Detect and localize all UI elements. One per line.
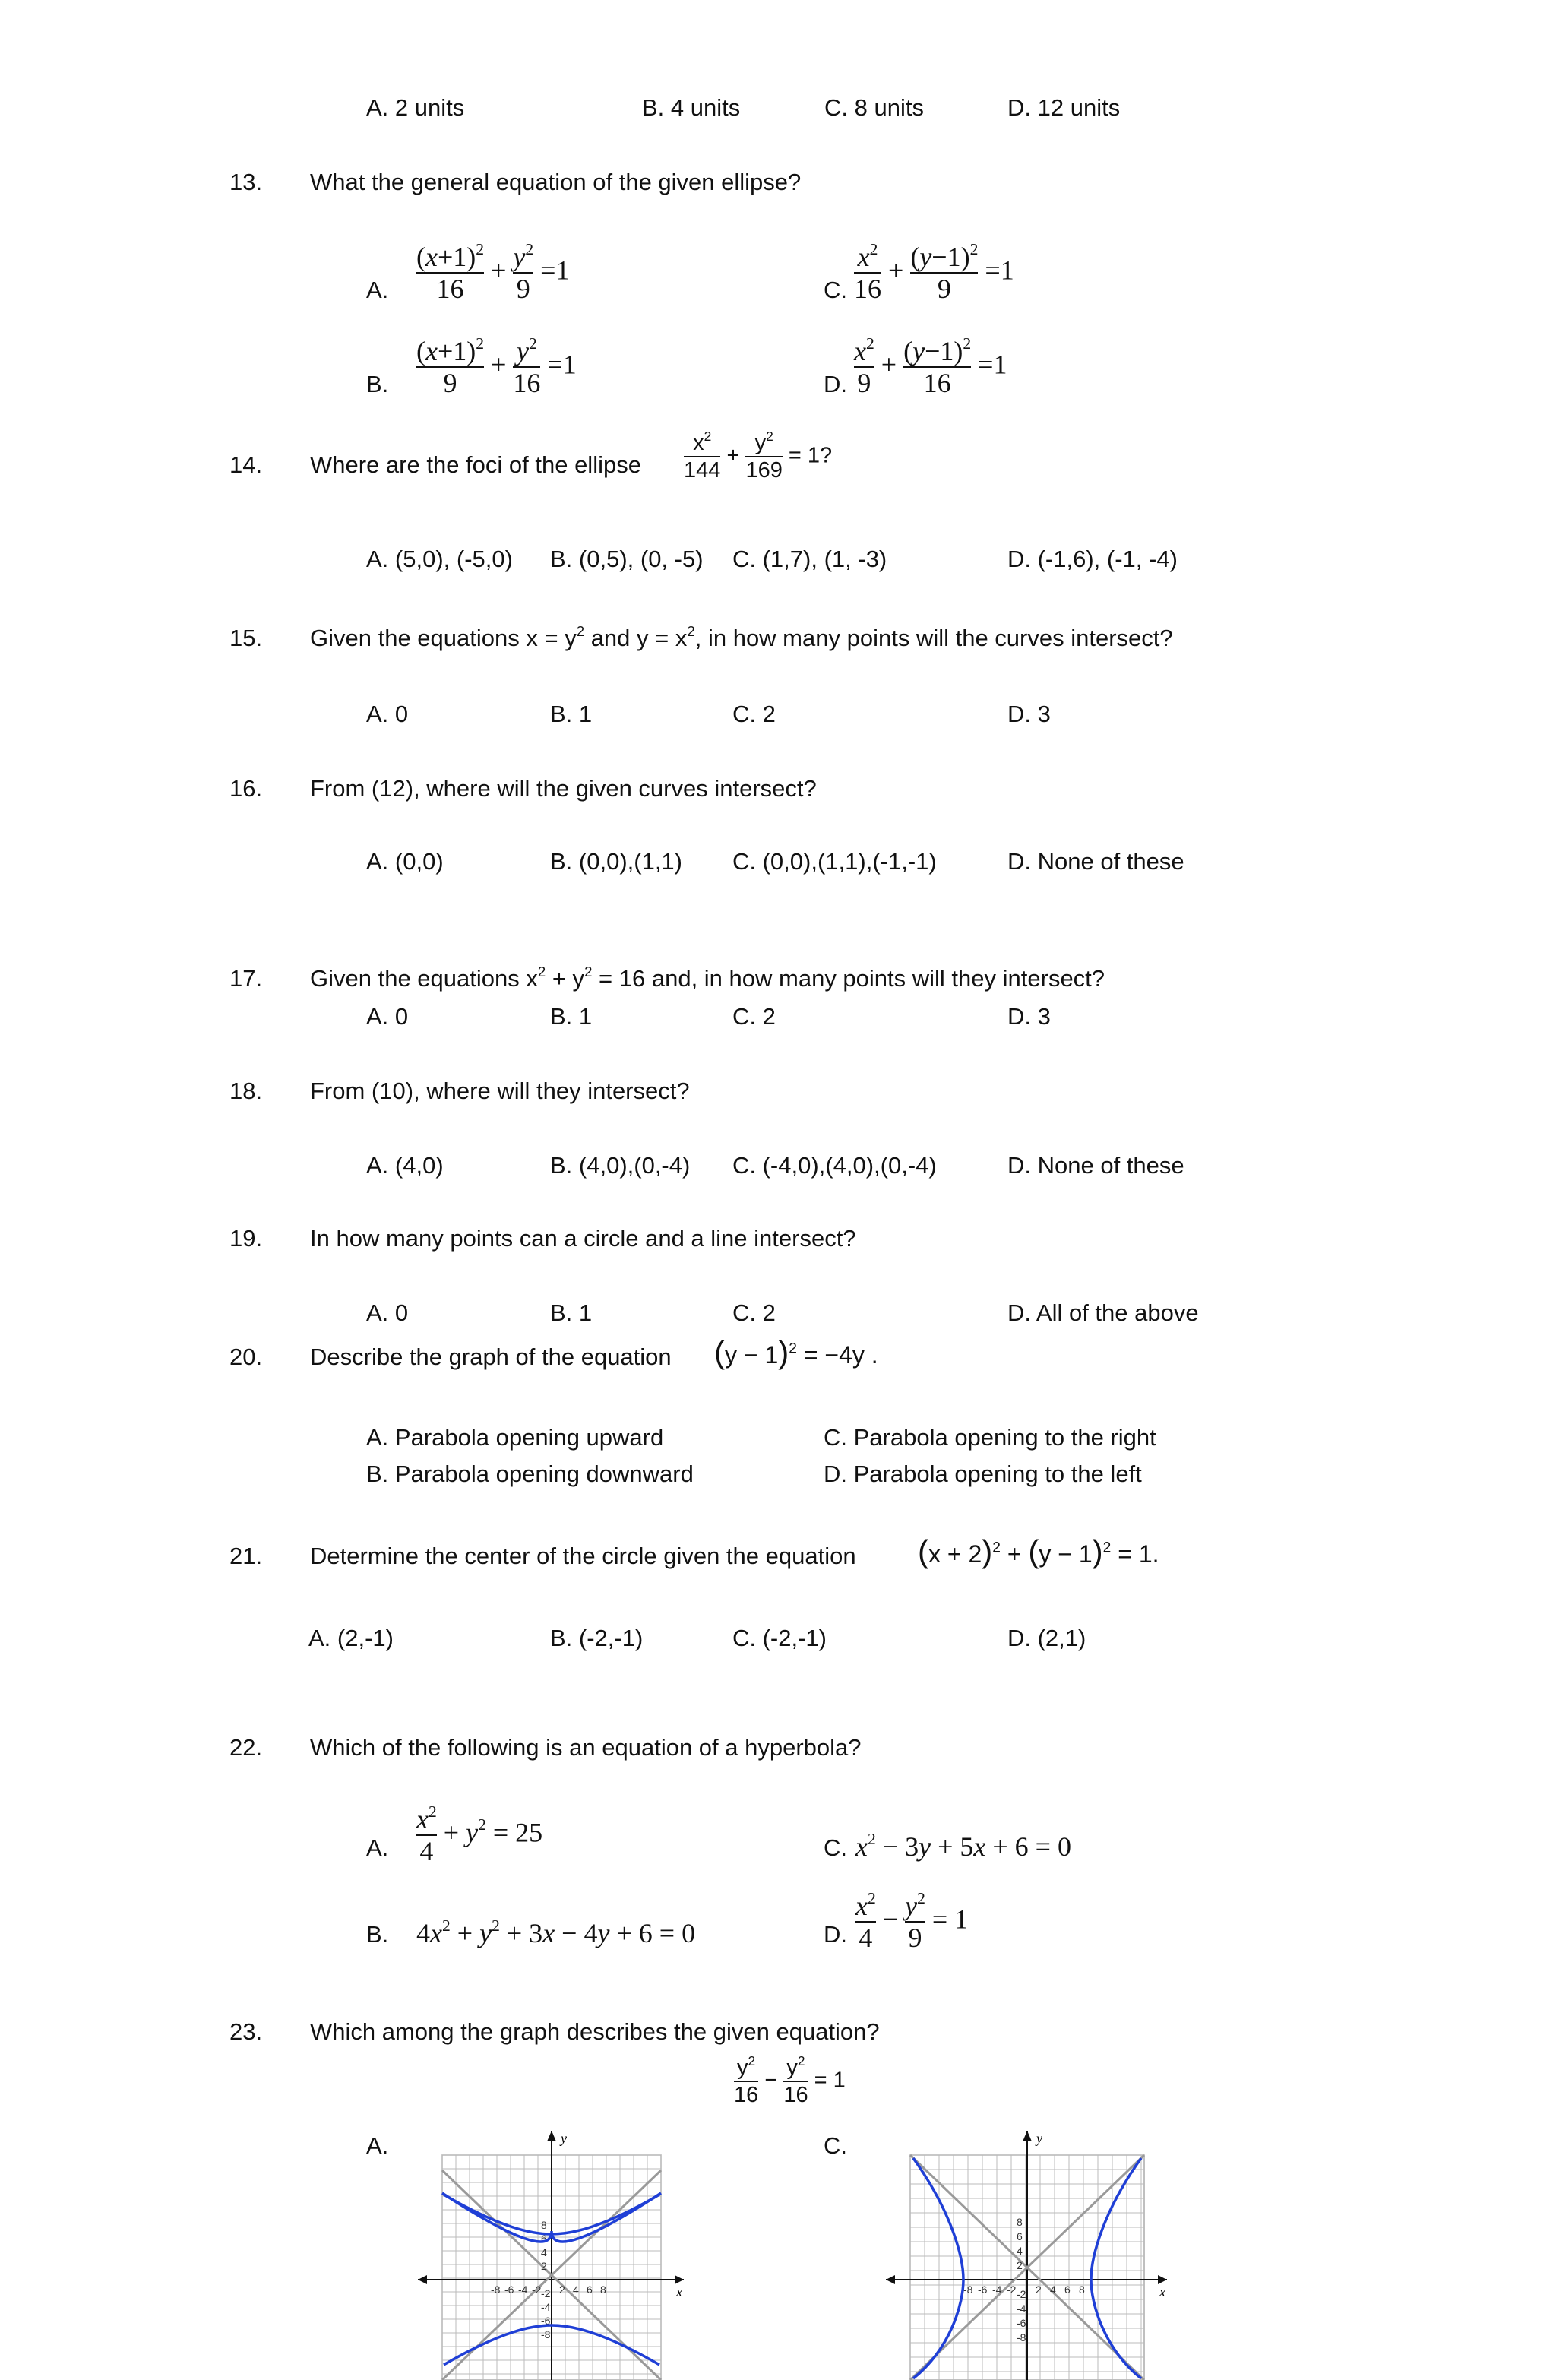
q13-option-c-equation: $\frac{x^2}{16}$ + $\frac{(y-1)^2}{9}$ =1 bbox=[854, 239, 1014, 304]
q22-option-b-equation: $4x^2 + y^2 + 3x - 4y + 6 = 0$ bbox=[416, 1916, 696, 1948]
q20-question: Describe the graph of the equation bbox=[310, 1343, 672, 1370]
q22-option-c-equation: $x^2 - 3y + 5x + 6 = 0$ bbox=[855, 1829, 1071, 1862]
tick-label-x: 6 bbox=[587, 2283, 593, 2296]
q22-label-c: C. bbox=[824, 1834, 847, 1861]
q13-question: What the general equation of the given ellipse? bbox=[310, 169, 802, 195]
q22-label-a: A. bbox=[366, 1834, 389, 1861]
tick-label-y: -4 bbox=[1017, 2302, 1026, 2315]
q13-number: 13. bbox=[229, 169, 263, 195]
q14-option-d: D. (-1,6), (-1, -4) bbox=[1007, 546, 1178, 572]
q21-equation: $(x + 2)^2 + (y - 1)^2 = 1$. bbox=[918, 1533, 1159, 1569]
tick-label-x: -6 bbox=[978, 2283, 988, 2296]
q16-option-a: A. (0,0) bbox=[366, 848, 444, 875]
tick-label-x: -8 bbox=[963, 2283, 973, 2296]
tick-label-y: 4 bbox=[1017, 2245, 1023, 2257]
q17-question bbox=[310, 965, 1105, 992]
tick-label-x: -2 bbox=[1007, 2283, 1017, 2296]
graph-a-y-label: y bbox=[561, 2131, 567, 2146]
q15-number: 15. bbox=[229, 625, 263, 651]
graph-c bbox=[878, 2128, 1182, 2380]
q14-number: 14. bbox=[229, 451, 263, 478]
q16-question: From (12), where will the given curves intersect? bbox=[310, 775, 817, 802]
q18-option-b: B. (4,0),(0,-4) bbox=[550, 1152, 691, 1179]
q22-label-b: B. bbox=[366, 1921, 389, 1948]
tick-label-x: 8 bbox=[600, 2283, 606, 2296]
q17-option-c: C. 2 bbox=[732, 1003, 776, 1030]
q23-label-c: C. bbox=[824, 2132, 847, 2159]
q19-option-b: B. 1 bbox=[550, 1299, 593, 1326]
q21-option-b: B. (-2,-1) bbox=[550, 1625, 644, 1651]
tick-label-y: 8 bbox=[541, 2219, 547, 2231]
q15-eq2: $y = x^2$ bbox=[637, 622, 695, 651]
q23-question: Which among the graph describes the given equation? bbox=[310, 2018, 880, 2045]
q20-option-a: A. Parabola opening upward bbox=[366, 1424, 664, 1451]
q16-option-b: B. (0,0),(1,1) bbox=[550, 848, 682, 875]
q13-option-b-equation: $\frac{(x+1)^2}{9}$ + $\frac{y^2}{16}$ =1 bbox=[416, 334, 577, 398]
q18-option-a: A. (4,0) bbox=[366, 1152, 444, 1179]
q22-number: 22. bbox=[229, 1734, 263, 1761]
q17-eq: $x^2 + y^2 = 16$ bbox=[526, 963, 646, 992]
tick-label-x: 4 bbox=[573, 2283, 579, 2296]
q15-option-b: B. 1 bbox=[550, 701, 593, 727]
q20-option-b: B. Parabola opening downward bbox=[366, 1461, 694, 1487]
q15-option-c: C. 2 bbox=[732, 701, 776, 727]
q16-option-c: C. (0,0),(1,1),(-1,-1) bbox=[732, 848, 937, 875]
q21-option-c: C. (-2,-1) bbox=[732, 1625, 827, 1651]
q17-option-d: D. 3 bbox=[1007, 1003, 1051, 1030]
q18-option-d: D. None of these bbox=[1007, 1152, 1184, 1179]
graph-a bbox=[410, 2128, 699, 2380]
tick-label-x: 4 bbox=[1050, 2283, 1056, 2296]
q17-option-a: A. 0 bbox=[366, 1003, 409, 1030]
graph-a-x-arrow bbox=[675, 2275, 684, 2284]
q12-option-b: B. 4 units bbox=[642, 94, 741, 121]
tick-label-x: -4 bbox=[518, 2283, 528, 2296]
tick-label-y: 8 bbox=[1017, 2216, 1023, 2228]
q21-option-a: A. (2,-1) bbox=[308, 1625, 394, 1651]
tick-label-x: -2 bbox=[532, 2283, 542, 2296]
q18-question: From (10), where will they intersect? bbox=[310, 1078, 690, 1104]
q22-question: Which of the following is an equation of a hyperbola? bbox=[310, 1734, 862, 1761]
q22-option-a-equation: $\frac{x^2}{4}$ + $y^2 = 25$ bbox=[416, 1802, 543, 1866]
q19-option-c: C. 2 bbox=[732, 1299, 776, 1326]
q20-option-d: D. Parabola opening to the left bbox=[824, 1461, 1142, 1487]
q14-rhs: = 1? bbox=[788, 443, 833, 468]
graph-c-y-label: y bbox=[1036, 2131, 1042, 2146]
q22-option-d-equation: $\frac{x^2}{4}$ − $\frac{y^2}{9}$ = 1 bbox=[855, 1888, 969, 1953]
q14-question: Where are the foci of the ellipse bbox=[310, 451, 641, 478]
tick-label-y: -2 bbox=[1017, 2288, 1026, 2300]
q21-option-d: D. (2,1) bbox=[1007, 1625, 1086, 1651]
tick-label-y: 2 bbox=[541, 2260, 547, 2272]
tick-label-y: -4 bbox=[541, 2301, 551, 2313]
q15-option-a: A. 0 bbox=[366, 701, 409, 727]
q14-equation: $\frac{x^2}{144}$ + $\frac{y^2}{169}$ = 1? bbox=[684, 428, 833, 483]
tick-label-y: 6 bbox=[541, 2233, 547, 2245]
graph-c-y-arrow bbox=[1023, 2131, 1032, 2141]
q15-eq1: $x = y^2$ bbox=[526, 622, 585, 651]
q15-mid: and bbox=[590, 625, 631, 651]
q14-option-b: B. (0,5), (0, -5) bbox=[550, 546, 704, 572]
q18-number: 18. bbox=[229, 1078, 263, 1104]
tick-label-x: 8 bbox=[1079, 2283, 1085, 2296]
q19-option-a: A. 0 bbox=[366, 1299, 409, 1326]
q23-equation: $\frac{y^2}{16}$ − $\frac{y^2}{16}$ = 1 bbox=[734, 2052, 846, 2107]
q19-number: 19. bbox=[229, 1225, 263, 1252]
q15-text-b: , in how many points will the curves intersect? bbox=[694, 625, 1173, 651]
graph-c-right-curve bbox=[1091, 2158, 1141, 2378]
q16-number: 16. bbox=[229, 775, 263, 802]
q20-option-c: C. Parabola opening to the right bbox=[824, 1424, 1156, 1451]
tick-label-x: -8 bbox=[491, 2283, 501, 2296]
q17-text-a: Given the equations bbox=[310, 965, 520, 992]
q21-question: Determine the center of the circle given the equation bbox=[310, 1543, 856, 1569]
graph-c-x-arrow bbox=[1158, 2275, 1167, 2284]
q17-number: 17. bbox=[229, 965, 263, 992]
graph-c-x-arrow-left bbox=[886, 2275, 895, 2284]
q17-text-b: and, in how many points will they intersect? bbox=[651, 965, 1105, 992]
q20-equation: $(y - 1)^2 = -4y$ . bbox=[714, 1334, 878, 1370]
q22-label-d: D. bbox=[824, 1921, 847, 1948]
q13-label-a: A. bbox=[366, 277, 389, 303]
q15-question bbox=[310, 622, 1173, 652]
q14-option-a: A. (5,0), (-5,0) bbox=[366, 546, 513, 572]
q13-label-d: D. bbox=[824, 371, 847, 397]
graph-c-x-label: x bbox=[1159, 2284, 1165, 2299]
tick-label-y: -8 bbox=[541, 2328, 551, 2340]
q15-text-a: Given the equations bbox=[310, 625, 520, 651]
q14-frac1-num: x bbox=[693, 431, 704, 455]
graph-a-x-label: x bbox=[676, 2284, 682, 2299]
tick-label-y: 6 bbox=[1017, 2230, 1023, 2242]
q13-option-d-equation: $\frac{x^2}{9}$ + $\frac{(y-1)^2}{16}$ =1 bbox=[854, 334, 1007, 398]
q13-label-b: B. bbox=[366, 371, 389, 397]
graph-a-x-arrow-left bbox=[418, 2275, 427, 2284]
q18-option-c: C. (-4,0),(4,0),(0,-4) bbox=[732, 1152, 937, 1179]
tick-label-x: 6 bbox=[1064, 2283, 1071, 2296]
q14-option-c: C. (1,7), (1, -3) bbox=[732, 546, 887, 572]
graph-c-left-curve bbox=[913, 2158, 963, 2378]
q21-number: 21. bbox=[229, 1543, 263, 1569]
tick-label-y: -8 bbox=[1017, 2331, 1026, 2344]
q12-option-d: D. 12 units bbox=[1007, 94, 1121, 121]
q13-option-a-equation: $\frac{(x+1)^2}{16}$ + $\frac{y^2}{9}$ =1 bbox=[416, 239, 570, 304]
tick-label-x: 2 bbox=[559, 2283, 565, 2296]
graph-a-y-arrow bbox=[547, 2131, 556, 2141]
tick-label-y: -6 bbox=[1017, 2317, 1026, 2329]
q15-option-d: D. 3 bbox=[1007, 701, 1051, 727]
tick-label-y: 2 bbox=[1017, 2259, 1023, 2271]
q13-label-c: C. bbox=[824, 277, 847, 303]
tick-label-y: -2 bbox=[541, 2287, 551, 2299]
q23-label-a: A. bbox=[366, 2132, 389, 2159]
q19-option-d: D. All of the above bbox=[1007, 1299, 1199, 1326]
tick-label-y: 4 bbox=[541, 2246, 547, 2258]
tick-label-x: -4 bbox=[992, 2283, 1002, 2296]
tick-label-y: -6 bbox=[541, 2315, 551, 2327]
q12-option-a: A. 2 units bbox=[366, 94, 465, 121]
q14-frac1-den: 144 bbox=[684, 456, 720, 483]
q20-number: 20. bbox=[229, 1343, 263, 1370]
q23-number: 23. bbox=[229, 2018, 263, 2045]
q16-option-d: D. None of these bbox=[1007, 848, 1184, 875]
q14-frac2-den: 169 bbox=[745, 456, 782, 483]
tick-label-x: -6 bbox=[504, 2283, 514, 2296]
q17-option-b: B. 1 bbox=[550, 1003, 593, 1030]
tick-label-x: 2 bbox=[1036, 2283, 1042, 2296]
q12-option-c: C. 8 units bbox=[824, 94, 924, 121]
q14-frac2-num: y bbox=[754, 431, 767, 455]
q19-question: In how many points can a circle and a line intersect? bbox=[310, 1225, 856, 1252]
